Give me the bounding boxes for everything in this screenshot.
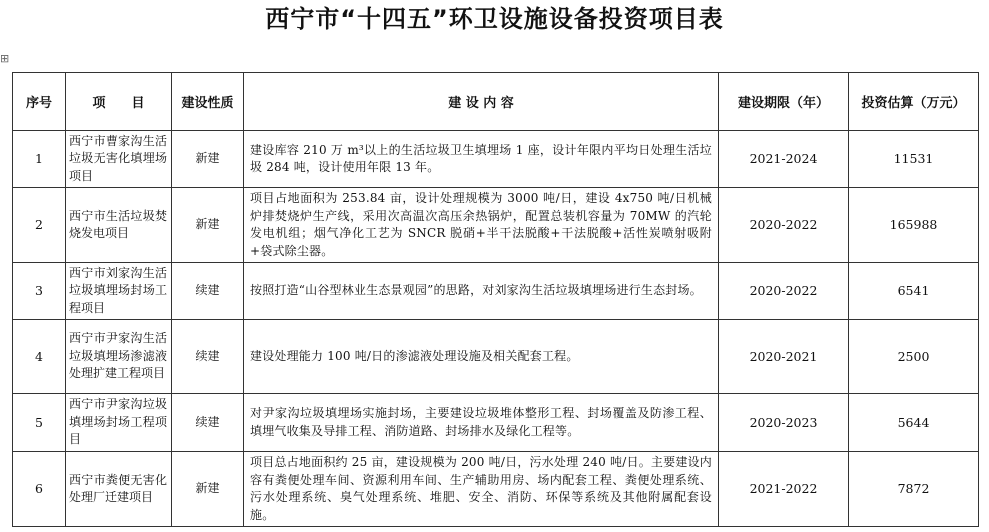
row-content: 建设处理能力 100 吨/日的渗滤液处理设施及相关配套工程。 <box>244 320 719 394</box>
row-name: 西宁市尹家沟生活垃圾填埋场渗滤液处理扩建工程项目 <box>66 320 172 394</box>
table-row <box>13 131 979 188</box>
row-content: 对尹家沟垃圾填埋场实施封场，主要建设垃圾堆体整形工程、封场覆盖及防渗工程、填埋气收集及导排工程、消防道路、封场排水及绿化工程等。 <box>244 394 719 452</box>
table-header-row <box>13 73 979 131</box>
row-seq: 4 <box>13 320 66 394</box>
row-name: 西宁市曹家沟生活垃圾无害化填埋场项目 <box>66 131 172 188</box>
row-period: 2021-2022 <box>719 452 849 527</box>
row-content: 项目占地面积为 253.84 亩，设计处理规模为 3000 吨/日，建设 4x750 吨/日机械炉排焚烧炉生产线，采用次高温次高压余热锅炉，配置总装机容量为 70MW 的汽轮发电机组；烟气净化工艺为 SNCR 脱硝+半干法脱酸+干法脱酸+活性炭喷射吸附+袋式除尘器。 <box>244 188 719 263</box>
header-seq: 序号 <box>13 73 66 131</box>
row-investment: 7872 <box>849 452 979 527</box>
table-row <box>13 452 979 527</box>
row-period: 2020-2022 <box>719 263 849 320</box>
page-title: 西宁市“十四五”环卫设施设备投资项目表 <box>265 5 724 33</box>
header-investment: 投资估算（万元） <box>849 73 979 131</box>
row-investment: 165988 <box>849 188 979 263</box>
row-period: 2020-2023 <box>719 394 849 452</box>
row-name: 西宁市粪便无害化处理厂迁建项目 <box>66 452 172 527</box>
row-content: 按照打造“山谷型林业生态景观园”的思路，对刘家沟生活垃圾填埋场进行生态封场。 <box>244 263 719 320</box>
row-content: 建设库容 210 万 m³以上的生活垃圾卫生填埋场 1 座，设计年限内平均日处理生活垃圾 284 吨，设计使用年限 13 年。 <box>244 131 719 188</box>
row-period: 2020-2021 <box>719 320 849 394</box>
table-move-handle-icon[interactable]: ⊞ <box>0 52 10 65</box>
row-investment: 5644 <box>849 394 979 452</box>
row-name: 西宁市生活垃圾焚烧发电项目 <box>66 188 172 263</box>
table-row <box>13 320 979 394</box>
row-seq: 3 <box>13 263 66 320</box>
header-content: 建 设 内 容 <box>244 73 719 131</box>
row-period: 2020-2022 <box>719 188 849 263</box>
table-row <box>13 188 979 263</box>
row-investment: 11531 <box>849 131 979 188</box>
header-nature: 建设性质 <box>172 73 244 131</box>
row-name: 西宁市刘家沟生活垃圾填埋场封场工程项目 <box>66 263 172 320</box>
row-nature: 新建 <box>172 452 244 527</box>
row-seq: 6 <box>13 452 66 527</box>
row-nature: 续建 <box>172 394 244 452</box>
row-nature: 续建 <box>172 320 244 394</box>
row-seq: 1 <box>13 131 66 188</box>
row-investment: 2500 <box>849 320 979 394</box>
row-seq: 2 <box>13 188 66 263</box>
row-seq: 5 <box>13 394 66 452</box>
header-period: 建设期限（年） <box>719 73 849 131</box>
table-row <box>13 394 979 452</box>
row-content: 项目总占地面积约 25 亩，建设规模为 200 吨/日，污水处理 240 吨/日。主要建设内容有粪便处理车间、资源利用车间、生产辅助用房、场内配套工程、粪便处理系统、污水处理系统、臭气处理系统、堆肥、安全、消防、环保等系统及其他附属配套设施。 <box>244 452 719 527</box>
row-nature: 新建 <box>172 131 244 188</box>
investment-table <box>12 72 979 527</box>
header-name: 项 目 <box>66 73 172 131</box>
table-row <box>13 263 979 320</box>
row-nature: 续建 <box>172 263 244 320</box>
row-nature: 新建 <box>172 188 244 263</box>
row-period: 2021-2024 <box>719 131 849 188</box>
row-name: 西宁市尹家沟垃圾填埋场封场工程项目 <box>66 394 172 452</box>
row-investment: 6541 <box>849 263 979 320</box>
